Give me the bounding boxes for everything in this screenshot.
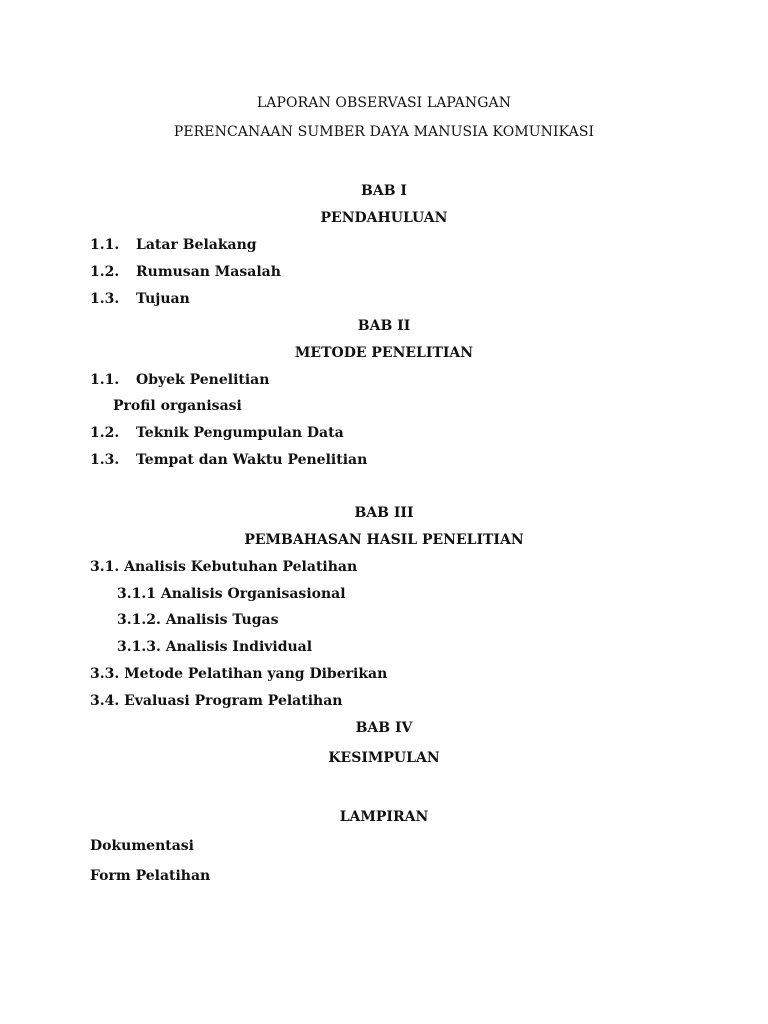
item-label: Obyek Penelitian — [136, 372, 270, 388]
item-label: Rumusan Masalah — [136, 264, 281, 280]
bab-2-heading: BAB II — [357, 318, 411, 334]
sub-item-label: 3.1.3. Analisis Individual — [117, 639, 313, 655]
bab-3-title: PEMBAHASAN HASIL PENELITIAN — [244, 532, 524, 548]
item-label: Form Pelatihan — [90, 868, 211, 884]
bab-1-heading: BAB I — [361, 183, 407, 199]
item-label: Latar Belakang — [136, 237, 257, 253]
bab-4-title: KESIMPULAN — [328, 750, 440, 766]
item-number: 1.3. — [90, 452, 120, 468]
bab-2-title: METODE PENELITIAN — [294, 345, 474, 361]
item-number: 1.3. — [90, 291, 120, 307]
sub-item-label: 3.1.1 Analisis Organisasional — [117, 586, 346, 602]
item-label: 3.1. Analisis Kebutuhan Pelatihan — [90, 559, 358, 575]
item-label: 3.4. Evaluasi Program Pelatihan — [90, 693, 343, 709]
document-title-line-1: LAPORAN OBSERVASI LAPANGAN — [256, 95, 512, 111]
document-title-line-2: PERENCANAAN SUMBER DAYA MANUSIA KOMUNIKASI — [173, 124, 595, 140]
item-number: 1.2. — [90, 425, 120, 441]
item-number: 1.1. — [90, 237, 120, 253]
item-number: 1.1. — [90, 372, 120, 388]
item-label: Tempat dan Waktu Penelitian — [136, 452, 368, 468]
item-label: Teknik Pengumpulan Data — [136, 425, 344, 441]
lampiran-heading: LAMPIRAN — [339, 809, 429, 825]
item-label: 3.3. Metode Pelatihan yang Diberikan — [90, 666, 388, 682]
bab-4-heading: BAB IV — [355, 720, 413, 736]
sub-item-label: 3.1.2. Analisis Tugas — [117, 612, 279, 628]
item-label: Tujuan — [136, 291, 190, 307]
bab-1-title: PENDAHULUAN — [320, 210, 448, 226]
item-label: Dokumentasi — [90, 838, 194, 854]
bab-3-heading: BAB III — [354, 505, 414, 521]
item-number: 1.2. — [90, 264, 120, 280]
sub-item-label: Profil organisasi — [113, 398, 242, 414]
